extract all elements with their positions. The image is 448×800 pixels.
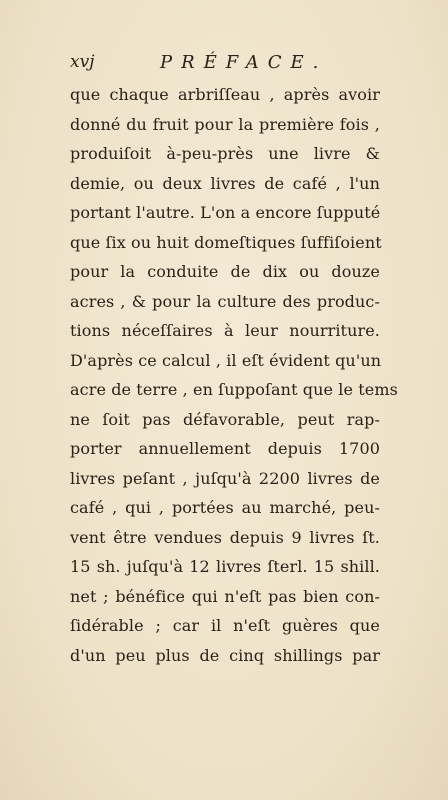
text-line: demie, ou deux livres de café , l'un (70, 173, 380, 193)
text-line: donné du fruit pour la première fois , (70, 114, 380, 134)
text-line: d'un peu plus de cinq shillings par (70, 645, 380, 665)
running-title: PRÉFACE. (160, 52, 328, 73)
text-line: 15 sh. juſqu'à 12 livres ſterl. 15 shill. (70, 557, 380, 576)
text-line: café , qui , portées au marché, peu- (70, 498, 380, 517)
page-number: xvj (70, 52, 95, 72)
text-line: ne ſoit pas défavorable, peut rap- (70, 409, 380, 429)
text-line: acre de terre , en ſuppoſant que le tems (70, 380, 398, 399)
text-line: ſidérable ; car il n'eſt guères que (70, 616, 380, 635)
text-line: vent être vendues depuis 9 livres ſt. (70, 527, 380, 547)
text-line: net ; bénéfice qui n'eſt pas bien con- (70, 586, 380, 606)
text-line: livres peſant , juſqu'à 2200 livres de (70, 468, 380, 488)
text-line: tions néceſſaires à leur nourriture. (70, 321, 380, 340)
text-line: D'après ce calcul , il eſt évident qu'un (70, 350, 382, 370)
body-text (70, 80, 398, 670)
text-line: porter annuellement depuis 1700 (70, 439, 380, 458)
text-line: acres , & pour la culture des produc- (70, 291, 380, 311)
text-line: que chaque arbriſſeau , après avoir (70, 85, 380, 104)
text-line: portant l'autre. L'on a encore ſupputé (70, 203, 381, 222)
page-header (70, 52, 370, 82)
text-line: pour la conduite de dix ou douze (70, 262, 380, 281)
text-line: produiſoit à-peu-près une livre & (70, 144, 380, 163)
text-line: que ſix ou huit domeſtiques ſuffiſoient (70, 232, 382, 252)
